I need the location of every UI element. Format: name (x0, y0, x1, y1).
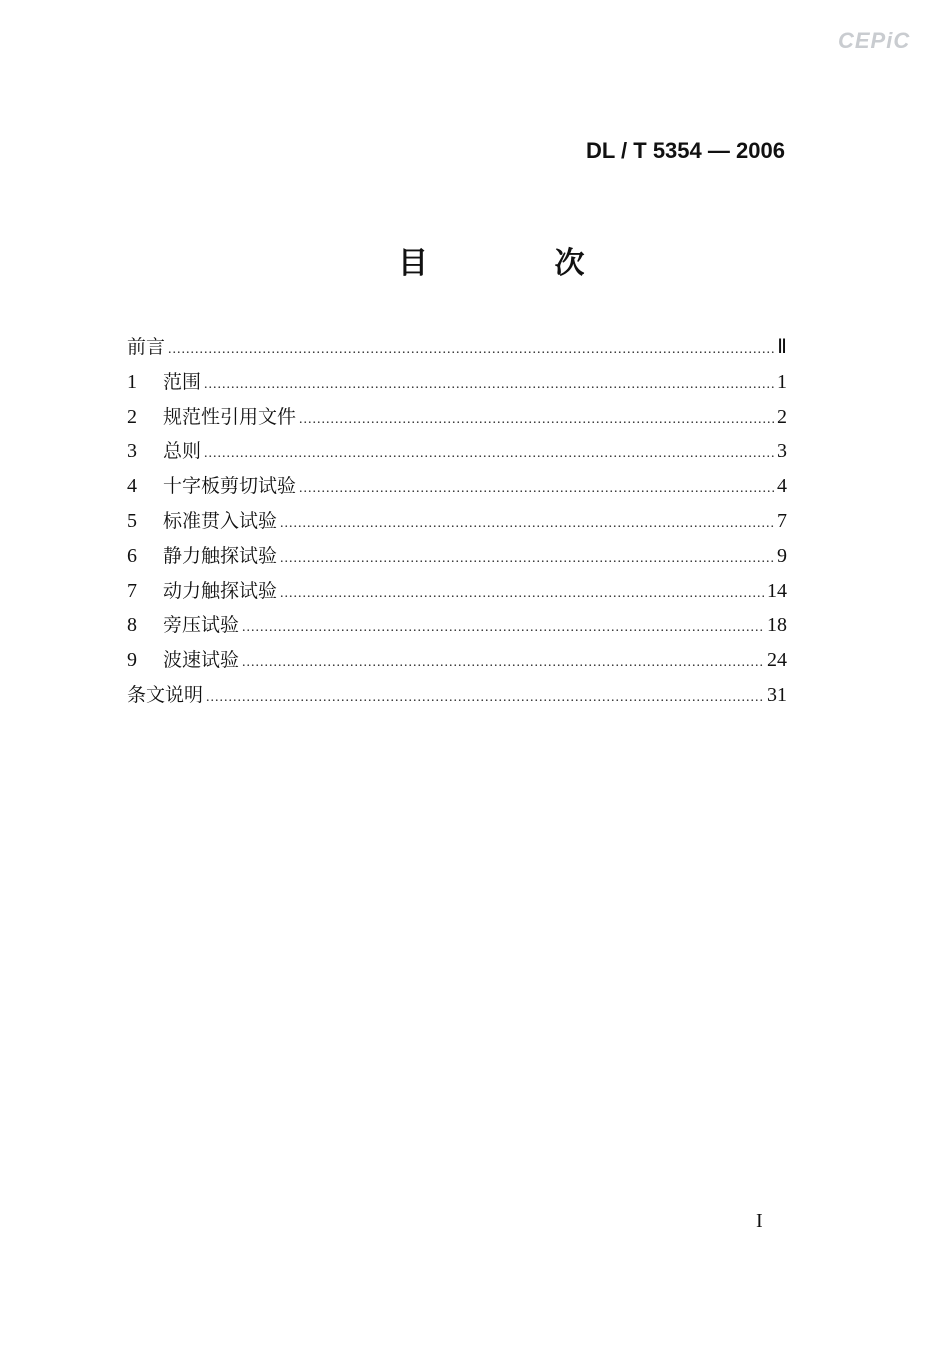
toc-entry-page: 3 (777, 440, 787, 463)
toc-leader-dots (299, 403, 774, 438)
toc-entry-number: 8 (127, 614, 137, 637)
toc-entry-page: 14 (767, 579, 787, 602)
toc-entry-2[interactable] (127, 400, 787, 435)
toc-entry-number: 4 (127, 475, 137, 498)
toc-leader-dots (168, 333, 774, 368)
toc-leader-dots (280, 542, 774, 577)
toc-entry-label: 规范性引用文件 (163, 405, 297, 428)
toc-entry-6[interactable] (127, 539, 787, 574)
toc-entry-5[interactable] (127, 504, 787, 539)
toc-entry-9[interactable] (127, 643, 787, 678)
cepic-watermark-logo: CEPiC (838, 28, 911, 53)
toc-entry-page: 4 (777, 475, 787, 498)
toc-entry-page: Ⅱ (777, 336, 787, 358)
toc-entry-number: 5 (127, 509, 137, 532)
toc-entry-3[interactable] (127, 434, 787, 469)
toc-entry-page: 18 (767, 614, 787, 637)
toc-leader-dots (242, 646, 764, 681)
toc-entry-page: 2 (777, 405, 787, 428)
toc-entry-number: 2 (127, 405, 137, 428)
toc-entry-label: 动力触探试验 (163, 579, 278, 602)
toc-leader-dots (206, 681, 764, 716)
toc-entry-label: 前言 (127, 336, 166, 358)
toc-leader-dots (280, 507, 774, 542)
toc-entry-label: 旁压试验 (163, 614, 240, 637)
document-code: DL / T 5354 — 2006 (586, 138, 785, 163)
toc-leader-dots (280, 577, 764, 612)
toc-entry-page: 31 (767, 683, 787, 706)
table-of-contents (127, 330, 787, 713)
toc-entry-4[interactable] (127, 469, 787, 504)
toc-leader-dots (242, 611, 764, 646)
toc-entry-7[interactable] (127, 574, 787, 609)
toc-entry-label: 总则 (163, 440, 202, 463)
toc-entry-page: 7 (777, 509, 787, 532)
toc-entry-1[interactable] (127, 365, 787, 400)
toc-leader-dots (204, 437, 774, 472)
toc-entry-page: 9 (777, 544, 787, 567)
toc-entry-label: 范围 (163, 370, 202, 393)
toc-entry-explanation[interactable] (127, 678, 787, 713)
toc-leader-dots (204, 368, 774, 403)
toc-entry-page: 24 (767, 649, 787, 672)
toc-entry-number: 7 (127, 579, 137, 602)
toc-entry-number: 9 (127, 649, 137, 672)
toc-entry-label: 静力触探试验 (163, 544, 278, 567)
toc-entry-label: 标准贯入试验 (163, 509, 278, 532)
toc-entry-page: 1 (777, 370, 787, 393)
toc-leader-dots (299, 472, 774, 507)
toc-entry-preface[interactable] (127, 330, 787, 365)
toc-entry-number: 3 (127, 440, 137, 463)
toc-entry-label: 十字板剪切试验 (163, 475, 297, 498)
toc-entry-number: 6 (127, 544, 137, 567)
toc-entry-8[interactable] (127, 608, 787, 643)
toc-entry-number: 1 (127, 370, 137, 393)
page-number: I (756, 1210, 763, 1232)
toc-entry-label: 条文说明 (127, 683, 204, 706)
toc-title: 目 次 (398, 246, 643, 281)
toc-entry-label: 波速试验 (163, 649, 240, 672)
